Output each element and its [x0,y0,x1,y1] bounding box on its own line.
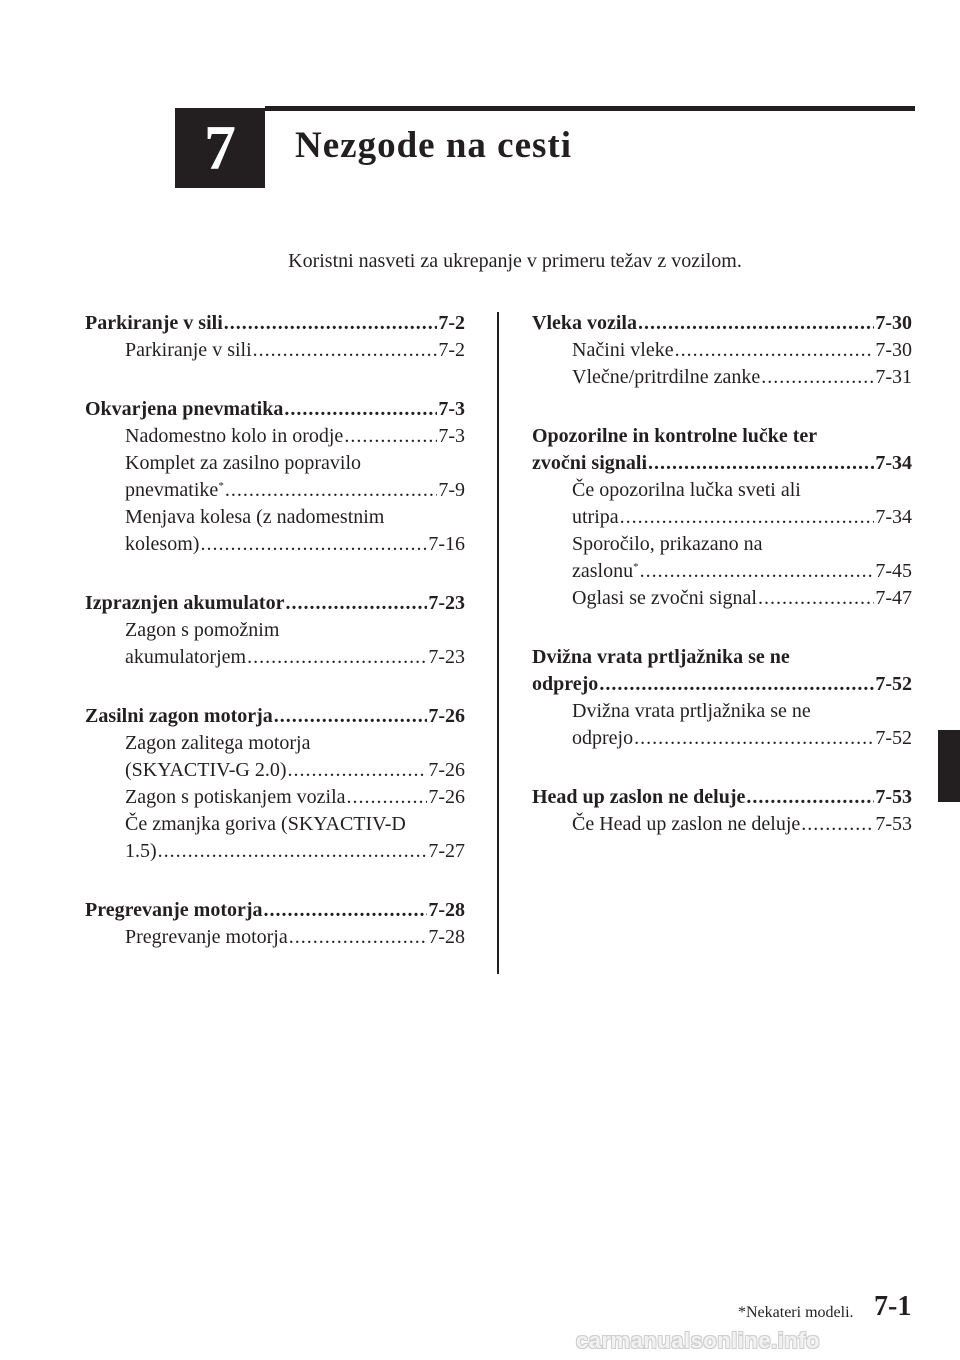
toc-entry-label [532,310,637,337]
toc-entry-label [125,477,224,504]
toc-page-number: 7-34 [875,452,912,474]
toc-page-number: 7-30 [875,312,912,334]
toc-section [85,310,465,364]
toc-page-number: 7-47 [875,587,912,609]
toc-entry-row[interactable] [85,703,465,730]
toc-page-number: 7-30 [875,339,912,361]
toc-entry-label [125,784,346,811]
toc-subsection [532,585,912,612]
toc-entry-label [125,757,286,784]
toc-page-number: 7-9 [438,479,465,501]
dot-leader [801,811,874,838]
dot-leader [620,504,875,531]
toc-subsection [532,337,912,364]
toc-entry-row[interactable] [125,337,465,364]
dot-leader [284,396,437,423]
dot-leader [344,423,437,450]
toc-section [532,644,912,752]
toc-entry-row[interactable] [85,590,465,617]
toc-entry-text: Zagon s potiskanjem vozila [125,786,346,808]
toc-subsection [85,337,465,364]
toc-entry-row[interactable] [572,725,912,752]
toc-entry-row[interactable] [572,337,912,364]
toc-page-number: 7-2 [438,339,465,361]
toc-entry-label [85,897,263,924]
toc-page-number: 7-3 [438,398,465,420]
dot-leader [599,671,874,698]
column-divider [497,312,499,974]
toc-entry-text: zvočni signali [532,452,648,474]
toc-page-number: 7-52 [875,727,912,749]
toc-entry-row[interactable] [532,784,912,811]
toc-entry-row[interactable] [125,757,465,784]
dot-leader [289,924,428,951]
toc-entry-row[interactable] [125,423,465,450]
asterisk-mark: * [218,480,224,492]
toc-entry-row[interactable] [85,396,465,423]
toc-entry-row[interactable] [572,364,912,391]
toc-subsection [85,784,465,811]
toc-subsection-line: Zagon s pomožnim [125,619,280,641]
toc-entry-label [572,337,674,364]
toc-entry-row[interactable] [572,811,912,838]
toc-column-left [85,310,465,983]
toc-section [532,784,912,838]
toc-entry-label [125,924,288,951]
toc-page-number: 7-28 [428,899,465,921]
toc-entry-row[interactable] [532,671,912,698]
toc-subsection [532,698,912,752]
dot-leader [224,310,438,337]
dot-leader [285,590,427,617]
toc-page-number: 7-53 [875,813,912,835]
toc-entry-text: Vlečne/pritrdilne zanke [572,366,761,388]
toc-entry-text: utripa [572,506,619,528]
chapter-number: 7 [204,112,236,183]
toc-section-title-line: Opozorilne in kontrolne lučke ter [532,425,818,447]
dot-leader [274,703,428,730]
dot-leader [200,531,427,558]
page-number: 7-1 [874,1291,912,1322]
toc-entry-label [572,811,800,838]
toc-page-number: 7-26 [428,786,465,808]
toc-page-number: 7-34 [875,506,912,528]
toc-subsection-line: Sporočilo, prikazano na [572,533,763,555]
toc-entry-label [85,590,284,617]
dot-leader [287,757,427,784]
toc-subsection-line: Če zmanjka goriva (SKYACTIV-D [125,813,406,835]
toc-entry-label [572,725,633,752]
toc-entry-text: Okvarjena pnevmatika [85,398,284,420]
toc-subsection [532,364,912,391]
toc-subsection [532,531,912,585]
toc-entry-text: Oglasi se zvočni signal [572,587,757,609]
toc-entry-label [85,396,283,423]
chapter-title: Nezgode na cesti [295,125,572,166]
toc-page-number: 7-31 [875,366,912,388]
toc-section [85,703,465,865]
toc-entry-text: kolesom) [125,533,200,555]
dot-leader [638,310,874,337]
toc-page-number: 7-23 [428,646,465,668]
toc-page-number: 7-27 [428,840,465,862]
toc-entry-label [532,671,598,698]
toc-subsection [85,730,465,784]
dot-leader [247,644,427,671]
toc-section [85,897,465,951]
toc-subsection [85,924,465,951]
toc-entry-row[interactable] [85,310,465,337]
asterisk-mark: * [633,561,639,573]
toc-page-number: 7-23 [428,592,465,614]
toc-entry-text: akumulatorjem [125,646,247,668]
toc-entry-text: zaslonu [572,560,634,582]
toc-subsection [532,811,912,838]
toc-entry-text: pnevmatike [125,479,219,501]
toc-column-right [532,310,912,870]
toc-page-number: 7-53 [875,786,912,808]
toc-subsection-line: Menjava kolesa (z nadomestnim [125,506,385,528]
toc-entry-text: odprejo [532,673,599,695]
toc-entry-text: Načini vleke [572,339,674,361]
toc-subsection [85,450,465,504]
toc-page-number: 7-45 [875,560,912,582]
toc-entry-row[interactable] [572,558,912,585]
toc-entry-label [125,337,252,364]
toc-entry-text: Parkiranje v sili [85,312,223,334]
toc-section [532,310,912,391]
toc-entry-text: odprejo [572,727,634,749]
dot-leader [761,364,874,391]
chapter-side-tab [938,730,960,802]
toc-entry-text: Če Head up zaslon ne deluje [572,813,801,835]
toc-page-number: 7-2 [438,312,465,334]
dot-leader [648,450,874,477]
toc-entry-text: Izpraznjen akumulator [85,592,285,614]
toc-subsection-line: Dvižna vrata prtljažnika se ne [572,700,811,722]
dot-leader [675,337,875,364]
toc-entry-label [532,450,647,477]
toc-subsection [532,477,912,531]
toc-entry-row[interactable] [125,838,465,865]
dot-leader [347,784,428,811]
dot-leader [158,838,428,865]
toc-entry-label [85,310,223,337]
toc-entry-row[interactable] [125,784,465,811]
toc-section [85,396,465,558]
dot-leader [634,725,874,752]
toc-entry-row[interactable] [85,897,465,924]
toc-entry-text: Pregrevanje motorja [85,899,263,921]
toc-entry-text: Head up zaslon ne deluje [532,786,746,808]
toc-page-number: 7-3 [438,425,465,447]
toc-entry-row[interactable] [125,477,465,504]
toc-entry-label [125,644,246,671]
toc-page-number: 7-26 [428,705,465,727]
toc-entry-text: Parkiranje v sili [125,339,252,361]
toc-entry-label [572,364,760,391]
toc-section [85,590,465,671]
toc-entry-row[interactable] [532,310,912,337]
toc-subsection [85,811,465,865]
toc-subsection-line: Zagon zalitega motorja [125,732,311,754]
chapter-header-rule [265,106,915,111]
toc-entry-text: Pregrevanje motorja [125,926,288,948]
toc-subsection [85,423,465,450]
toc-subsection-line: Komplet za zasilno popravilo [125,452,362,474]
toc-entry-label [85,703,273,730]
toc-page-number: 7-52 [875,673,912,695]
chapter-number-box [175,108,265,188]
dot-leader [640,558,875,585]
toc-entry-row[interactable] [125,531,465,558]
toc-entry-row[interactable] [125,644,465,671]
toc-entry-row[interactable] [532,450,912,477]
toc-entry-text: Zasilni zagon motorja [85,705,273,727]
toc-entry-text: Vleka vozila [532,312,637,334]
dot-leader [225,477,438,504]
toc-entry-row[interactable] [572,504,912,531]
toc-page-number: 7-26 [428,759,465,781]
toc-entry-label [125,531,199,558]
toc-entry-label [532,784,745,811]
toc-entry-text: (SKYACTIV-G 2.0) [125,759,287,781]
dot-leader [758,585,874,612]
toc-entry-label [125,838,157,865]
toc-section [532,423,912,612]
dot-leader [253,337,438,364]
toc-entry-label [572,585,757,612]
dot-leader [746,784,874,811]
toc-subsection-line: Če opozorilna lučka sveti ali [572,479,801,501]
toc-entry-label [572,504,619,531]
toc-section-title-line: Dvižna vrata prtljažnika se ne [532,646,790,668]
toc-entry-row[interactable] [572,585,912,612]
toc-entry-text: 1.5) [125,840,157,862]
chapter-intro: Koristni nasveti za ukrepanje v primeru težav z vozilom. [288,250,742,272]
dot-leader [264,897,428,924]
footnote: *Nekateri modeli. [738,1304,854,1321]
toc-page-number: 7-28 [428,926,465,948]
toc-page-number: 7-16 [428,533,465,555]
toc-entry-text: Nadomestno kolo in orodje [125,425,344,447]
toc-entry-label [125,423,343,450]
watermark: carmanualsonline.info [576,1328,820,1353]
toc-entry-row[interactable] [125,924,465,951]
toc-subsection [85,504,465,558]
toc-entry-label [572,558,639,585]
toc-subsection [85,617,465,671]
